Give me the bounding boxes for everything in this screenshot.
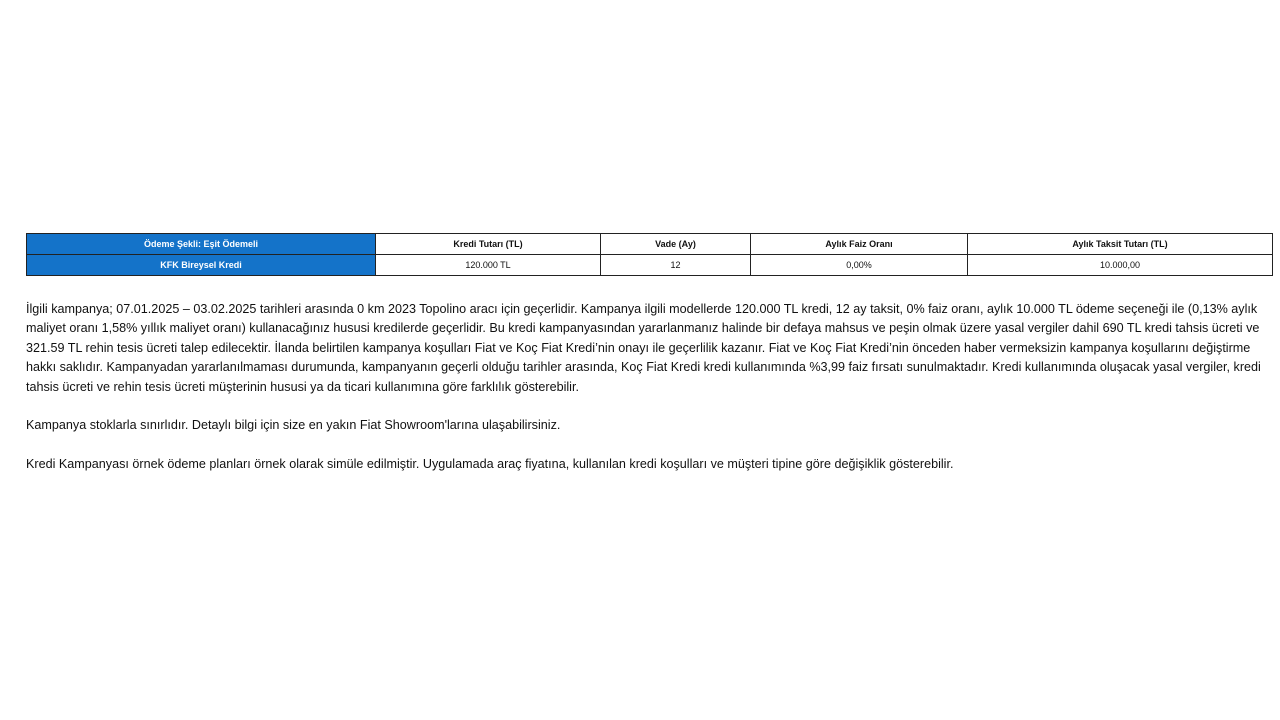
credit-table	[26, 233, 1273, 276]
terms-paragraph-2: Kampanya stoklarla sınırlıdır. Detaylı bilgi için size en yakın Fiat Showroom'larına ulaşabilirsiniz.	[26, 418, 561, 433]
term-cell: 12	[601, 255, 751, 276]
loan-amount-cell: 120.000 TL	[376, 255, 601, 276]
campaign-terms	[26, 300, 1272, 475]
terms-paragraph-3: Kredi Kampanyası örnek ödeme planları örnek olarak simüle edilmiştir. Uygulamada araç fiyatına, kullanılan kredi koşulları ve müşteri tipine göre değişiklik gösterebilir.	[26, 457, 954, 472]
payment-type-header: Ödeme Şekli: Eşit Ödemeli	[27, 234, 376, 255]
terms-paragraph-1: İlgili kampanya; 07.01.2025 – 03.02.2025 tarihleri arasında 0 km 2023 Topolino aracı için geçerlidir. Kampanya ilgili modellerde 120.000 TL kredi, 12 ay taksit, 0% faiz oranı, aylık 10.000 TL ödeme seçeneği ile (0,13% aylık maliyet oranı 1,58% yıllık maliyet oranı) kullanacağınız hususi kredilerde geçerlidir. Bu kredi kampanyasından yararlanmanız halinde bir defaya mahsus ve peşin olmak üzere yasal vergiler dahil 690 TL kredi tahsis ücreti ve 321.59 TL rehin tesis ücreti talep edilecektir. İlanda belirtilen kampanya koşulları Fiat ve Koç Fiat Kredi’nin onayı ile geçerlilik kazanır. Fiat ve Koç Fiat Kredi’nin önceden haber vermeksizin kampanya koşullarını değiştirme hakkı saklıdır. Kampanyadan yararlanılmaması durumunda, kampanyanın geçerli olduğu tarihler arasında, Koç Fiat Kredi kredi kullanımında %3,99 faiz fırsatı sunulmaktadır. Kredi kullanımında oluşacak yasal vergiler, kredi tahsis ücreti ve rehin tesis ücreti müşterinin hususi ya da ticari kullanımına göre farklılık gösterebilir.	[26, 302, 1261, 394]
monthly-installment-cell: 10.000,00	[968, 255, 1273, 276]
table-row	[27, 255, 1273, 276]
monthly-rate-header: Aylık Faiz Oranı	[751, 234, 968, 255]
monthly-rate-cell: 0,00%	[751, 255, 968, 276]
monthly-installment-header: Aylık Taksit Tutarı (TL)	[968, 234, 1273, 255]
product-name-cell: KFK Bireysel Kredi	[27, 255, 376, 276]
table-header-row	[27, 234, 1273, 255]
campaign-content	[26, 233, 1272, 494]
term-header: Vade (Ay)	[601, 234, 751, 255]
loan-amount-header: Kredi Tutarı (TL)	[376, 234, 601, 255]
